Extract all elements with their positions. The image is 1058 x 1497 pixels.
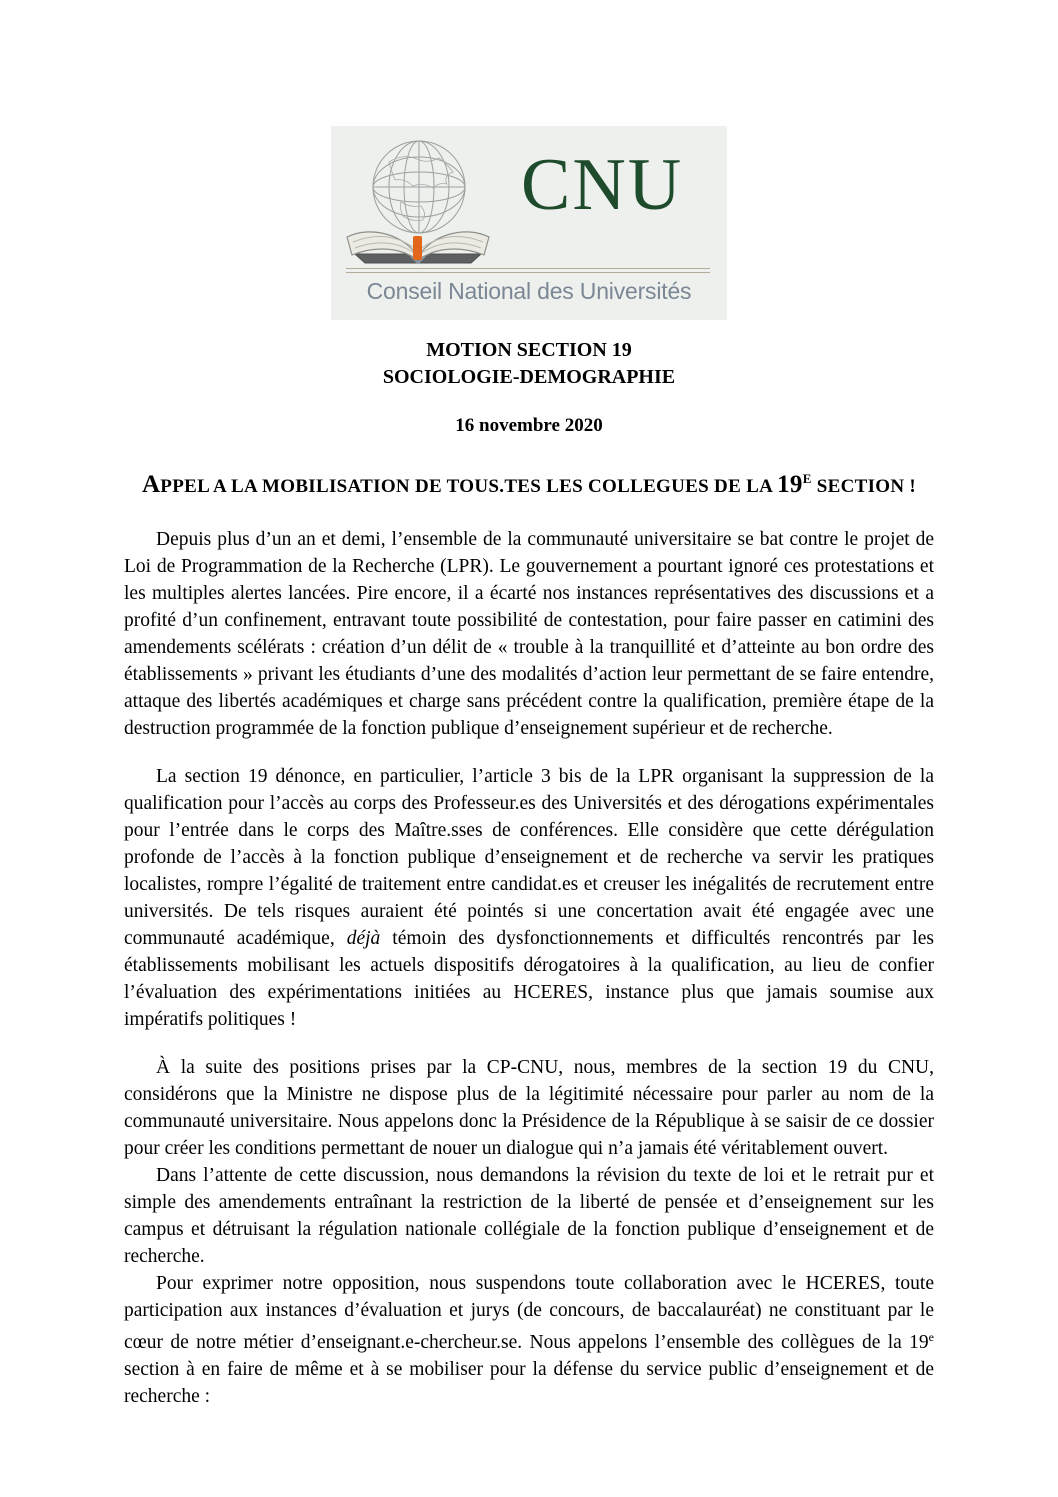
open-book-icon bbox=[347, 232, 489, 263]
paragraph-5: Pour exprimer notre opposition, nous suspendons toute collaboration avec le HCERES, toute participation aux instances d’évaluation et jurys (de concours, de baccalauréat) ne constituant par le cœur de notre métier d’enseignant.e-chercheur.se. Nous appelons l’ensemble des collègues de la 19e section à en faire de même et à se mobiliser pour la défense du service public d’enseignement et de recherche : bbox=[124, 1273, 934, 1407]
paragraph-1: Depuis plus d’un an et demi, l’ensemble de la communauté universitaire se bat contre le projet de Loi de Programmation de la Recherche (LPR). Le gouvernement a pourtant ignoré ces protestations et les multiples alertes lancées. Pire encore, il a écarté nos instances représentatives des discussions et a profité d’un confinement, entravant toute possibilité de contestation, pour faire passer en catimini des amendements scélérats : création d’un délit de « trouble à la tranquillité et d’atteinte au bon ordre des établissements » privant les étudiants d’une des modalités d’action leur permettant de se faire entendre, attaque des libertés académiques et charge sans précédent contre la qualification, première étape de la destruction programmée de la fonction publique d’enseignement supérieur et de recherche. bbox=[124, 529, 934, 739]
logo-divider bbox=[346, 268, 710, 273]
cnu-logo bbox=[331, 126, 727, 320]
paragraph-2: La section 19 dénonce, en particulier, l’article 3 bis de la LPR organisant la suppression de la qualification pour l’accès au corps des Professeur.es des Universités et des dérogations expérimentales pour l’entrée dans le corps des Maître.sses de conférences. Elle considère que cette dérégulation profonde de l’accès à la fonction publique d’enseignement et de recherche va servir les pratiques localistes, rompre l’égalité de traitement entre candidat.es et creuser les inégalités de recrutement entre universités. De tels risques auraient été pointés si une concertation avait été engagée avec une communauté académique, déjà témoin des dysfonctionnements et difficultés rencontrés par les établissements mobilisant les actuels dispositifs dérogatoires à la qualification, au lieu de confier l’évaluation des expérimentations initiées au HCERES, instance plus que jamais soumise aux impératifs politiques ! bbox=[124, 766, 934, 1030]
paragraph-4: Dans l’attente de cette discussion, nous demandons la révision du texte de loi et le retrait pur et simple des amendements entraînant la restriction de la liberté de pensée et d’enseignement sur les campus et détruisant la régulation nationale collégiale de la fonction publique d’enseignement et de recherche. bbox=[124, 1165, 934, 1267]
cnu-acronym: CNU bbox=[521, 144, 684, 226]
globe-icon bbox=[373, 141, 465, 233]
document-body bbox=[124, 526, 934, 1410]
call-to-action-heading: APPEL A LA MOBILISATION DE TOUS.TES LES COLLEGUES DE LA $19^E$ SECTION ! bbox=[141, 471, 917, 498]
logo-subtitle: Conseil National des Universités bbox=[366, 278, 692, 304]
title-line-2: SOCIOLOGIE-DEMOGRAPHIE bbox=[382, 366, 676, 388]
document-date: 16 novembre 2020 bbox=[455, 415, 603, 436]
paragraph-3: À la suite des positions prises par la CP-CNU, nous, membres de la section 19 du CNU, considérons que la Ministre ne dispose plus de la légitimité nécessaire pour parler au nom de la communauté universitaire. Nous appelons donc la Présidence de la République à se saisir de ce dossier pour créer les conditions permettant de nouer un dialogue qui n’a jamais été véritablement ouvert. bbox=[124, 1057, 934, 1159]
title-line-1: MOTION SECTION 19 bbox=[426, 339, 632, 361]
bookmark-icon bbox=[413, 236, 422, 260]
document-title bbox=[124, 337, 934, 391]
